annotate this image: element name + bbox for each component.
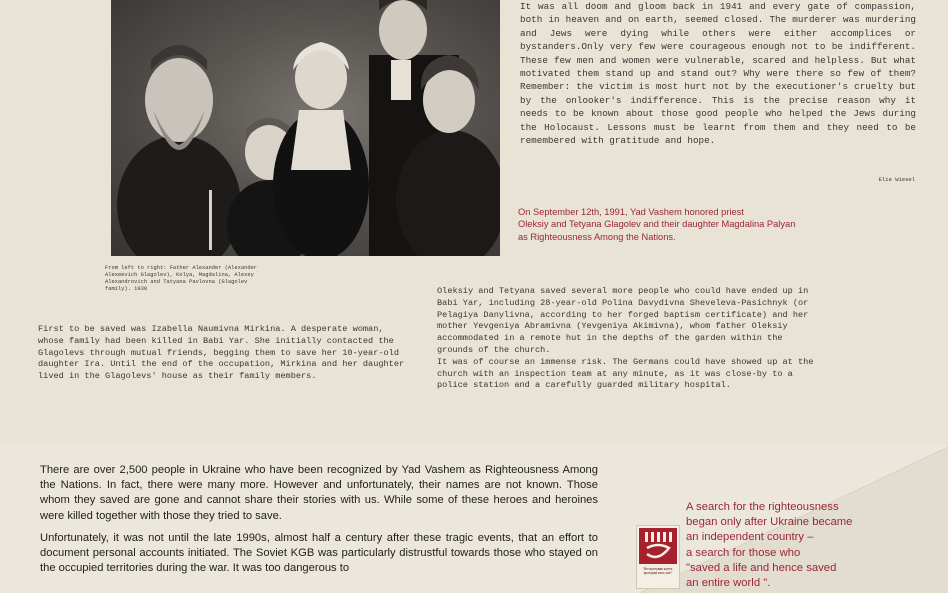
quote-author: Elie Wiesel	[878, 176, 915, 183]
photo-figures	[111, 0, 500, 256]
right-story	[437, 286, 815, 392]
callout-line: an independent country –	[686, 531, 814, 544]
callout-line: began only after Ukraine became	[686, 516, 853, 529]
callout-line: "saved a life and hence saved	[686, 561, 837, 574]
callout-line: A search for the righteousness	[686, 501, 839, 513]
logo-text: "Він врятував життя, врятував весь світ"	[642, 567, 674, 575]
wiesel-quote: It was all doom and gloom back in 1941 and every gate of compassion, both in heaven and on earth, seemed closed. The murderer was murdering and Jews were dying while others were either accomplices or bystanders.Only very few were courageous enough not to be indifferent. These few men and women were vulnerable, scared and helpless. But what motivated them stand up and stand out? Why were there so few of them? Remember: the victim is most hurt not by the executioner's cruelty but by the onlooker's indifference. This is the precise reason why it needs to be known about those good people who helped the Jews during the Holocaust. Lessons must be learnt from them and they need to be remembered with gratitude and hope.	[520, 1, 916, 147]
left-story: First to be saved was Izabella Naumivna Mirkina. A desperate woman, whose family had been killed in Babi Yar. She initially contacted the Glagolevs through mutual friends, begging them to save her 10-year-old daughter Ira. Until the end of the occupation, Mirkina and her daughter lived in the Glagolevs' house as their family members.	[38, 324, 405, 382]
memorial-emblem-icon	[639, 528, 677, 564]
honor-note	[518, 206, 878, 243]
callout-line: an entire world ".	[686, 577, 771, 590]
honor-line: Oleksiy and Tetyana Glagolev and their daughter Magdalina Palyan	[518, 219, 796, 230]
photo-caption: From left to right: Father Alexander (Alexander Alexeevich Glagolev), Kolya, Magdalina, Alexey Alexandrovich and Tatyana Pavlovna (Glagolev family). 1930	[105, 265, 258, 292]
memorial-logo	[636, 525, 680, 589]
honor-line: as Righteousness Among the Nations.	[518, 231, 676, 242]
right-story-paragraph: It was of course an immense risk. The Germans could have showed up at the church with an inspection team at any minute, as it was close-by to a police station and a carefully guarded military hospital.	[437, 356, 814, 391]
sidebar-callout	[686, 500, 906, 591]
main-body-text	[40, 463, 598, 583]
callout-line: a search for those who	[686, 546, 801, 559]
honor-line: On September 12th, 1991, Yad Vashem honored priest	[518, 207, 744, 217]
right-story-paragraph: Oleksiy and Tetyana saved several more people who could have ended up in Babi Yar, including 28-year-old Polina Davydivna Sheveleva-Pasichnyk (or Pelagiya Danylivna, according to her forged baptism certificate) and her mother Yevgeniya Abramivna (Yevgeniya Akimivna), whom father Oleksiy accommodated in a remote hut in the depths of the garden within the grounds of the church.	[437, 286, 809, 355]
body-paragraph: Unfortunately, it was not until the late 1990s, almost half a century after these tragic events, that an effort to document personal accounts initiated. The Soviet KGB was particularly distrustful towards those who stayed on the occupied territories during the war. It was too dangerous to	[40, 531, 598, 575]
family-photo	[111, 0, 500, 256]
body-paragraph: There are over 2,500 people in Ukraine who have been recognized by Yad Vashem as Righteousness Among the Nations. In fact, there were many more. However and unfortunately, their names are not known. Those whom they saved are gone and cannot share their stories with us. While some of these heroes and heroines were killed together with those they tried to save.	[40, 464, 598, 522]
